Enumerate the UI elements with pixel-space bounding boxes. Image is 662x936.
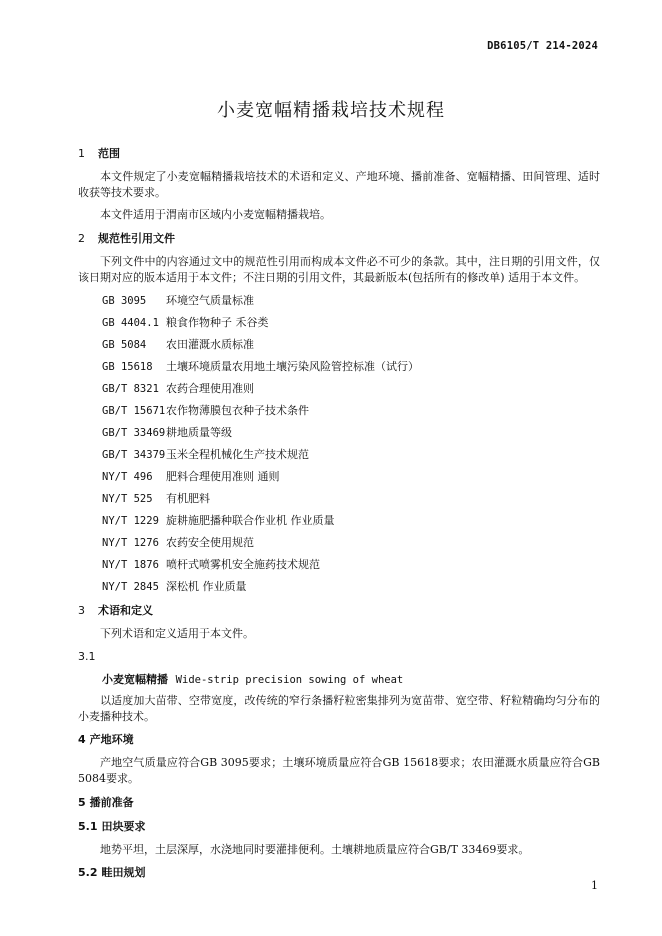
reference-code: NY/T 2845 xyxy=(102,581,159,593)
term-definition: 以适度加大苗带、空带宽度，改传统的窄行条播籽粒密集排列为宽苗带、宽空带、籽粒精确均匀分布的小麦播种技术。 xyxy=(78,694,600,723)
reference-item xyxy=(78,337,600,353)
reference-title: 玉米全程机械化生产技术规范 xyxy=(166,448,309,461)
subsection-title: 畦田规划 xyxy=(101,866,146,879)
section-number: 5 xyxy=(78,796,86,809)
section-3-heading xyxy=(78,603,600,619)
reference-item xyxy=(78,293,600,309)
reference-code: GB 15618 xyxy=(102,361,153,373)
page-number: 1 xyxy=(591,879,598,892)
reference-title: 喷杆式喷雾机安全施药技术规范 xyxy=(166,558,320,571)
section-1-heading xyxy=(78,146,600,162)
reference-item xyxy=(78,535,600,551)
term-english: Wide-strip precision sowing of wheat xyxy=(175,674,404,686)
subsection-5-2-heading xyxy=(78,865,600,881)
section-title: 规范性引用文件 xyxy=(98,232,175,245)
reference-item xyxy=(78,491,600,507)
reference-title: 农作物薄膜包衣种子技术条件 xyxy=(166,404,309,417)
reference-code: GB 4404.1 xyxy=(102,317,159,329)
reference-code: NY/T 1229 xyxy=(102,515,159,527)
scope-paragraph-2: 本文件适用于渭南市区域内小麦宽幅精播栽培。 xyxy=(100,208,331,221)
reference-title: 农田灌溉水质标准 xyxy=(166,338,254,351)
reference-title: 粮食作物种子 禾谷类 xyxy=(166,316,269,329)
reference-code: NY/T 1276 xyxy=(102,537,159,549)
section-2-heading xyxy=(78,231,600,247)
environment-paragraph: 产地空气质量应符合GB 3095要求；土壤环境质量应符合GB 15618要求；农田灌溉水质量应符合GB 5084要求。 xyxy=(78,756,600,785)
subsection-5-1-heading xyxy=(78,819,600,835)
reference-code: NY/T 1876 xyxy=(102,559,159,571)
document-body xyxy=(78,146,600,881)
section-title: 产地环境 xyxy=(89,733,134,746)
section-number: 2 xyxy=(78,232,85,245)
reference-code: GB 5084 xyxy=(102,339,147,351)
section-number: 1 xyxy=(78,147,85,160)
scope-paragraph-1: 本文件规定了小麦宽幅精播栽培技术的术语和定义、产地环境、播前准备、宽幅精播、田间管理、适时收获等技术要求。 xyxy=(78,170,600,199)
reference-item xyxy=(78,403,600,419)
reference-title: 耕地质量等级 xyxy=(166,426,232,439)
reference-title: 有机肥料 xyxy=(166,492,210,505)
document-code: DB6105/T 214-2024 xyxy=(487,40,598,52)
reference-item xyxy=(78,447,600,463)
reference-title: 肥料合理使用准则 通则 xyxy=(166,470,280,483)
reference-code: NY/T 496 xyxy=(102,471,153,483)
terms-intro: 下列术语和定义适用于本文件。 xyxy=(100,627,254,640)
reference-title: 旋耕施肥播种联合作业机 作业质量 xyxy=(166,514,335,527)
section-title: 术语和定义 xyxy=(98,604,153,617)
references-intro: 下列文件中的内容通过文中的规范性引用而构成本文件必不可少的条款。其中，注日期的引用文件，仅该日期对应的版本适用于本文件；不注日期的引用文件，其最新版本(包括所有的修改单) 适用于本文件。 xyxy=(78,255,600,284)
reference-code: GB 3095 xyxy=(102,295,147,307)
reference-code: GB/T 34379 xyxy=(102,449,166,461)
section-4-heading xyxy=(78,732,600,748)
reference-item xyxy=(78,359,600,375)
section-title: 范围 xyxy=(98,147,120,160)
reference-item xyxy=(78,513,600,529)
reference-title: 土壤环境质量农用地土壤污染风险管控标准（试行） xyxy=(166,360,419,373)
subsection-title: 田块要求 xyxy=(101,820,146,833)
reference-title: 农药安全使用规范 xyxy=(166,536,254,549)
reference-code: GB/T 15671 xyxy=(102,405,166,417)
term-heading xyxy=(78,672,600,688)
document-title: 小麦宽幅精播栽培技术规程 xyxy=(217,100,445,121)
subsection-number: 5.1 xyxy=(78,820,98,833)
reference-title: 深松机 作业质量 xyxy=(166,580,247,593)
reference-code: NY/T 525 xyxy=(102,493,153,505)
reference-title: 农药合理使用准则 xyxy=(166,382,254,395)
reference-item xyxy=(78,579,600,595)
reference-item xyxy=(78,381,600,397)
reference-code: GB/T 8321 xyxy=(102,383,159,395)
section-title: 播前准备 xyxy=(89,796,134,809)
section-number: 3 xyxy=(78,604,85,617)
reference-item xyxy=(78,557,600,573)
reference-code: GB/T 33469 xyxy=(102,427,166,439)
reference-list xyxy=(78,293,600,595)
reference-title: 环境空气质量标准 xyxy=(166,294,254,307)
subsection-number: 5.2 xyxy=(78,866,98,879)
section-number: 4 xyxy=(78,733,86,746)
reference-item xyxy=(78,315,600,331)
reference-item xyxy=(78,425,600,441)
term-number: 3.1 xyxy=(78,650,96,663)
reference-item xyxy=(78,469,600,485)
term-chinese: 小麦宽幅精播 xyxy=(102,673,168,686)
section-5-heading xyxy=(78,795,600,811)
field-requirement-paragraph: 地势平坦，土层深厚，水浇地同时要灌排便利。土壤耕地质量应符合GB/T 33469要求。 xyxy=(100,843,530,856)
